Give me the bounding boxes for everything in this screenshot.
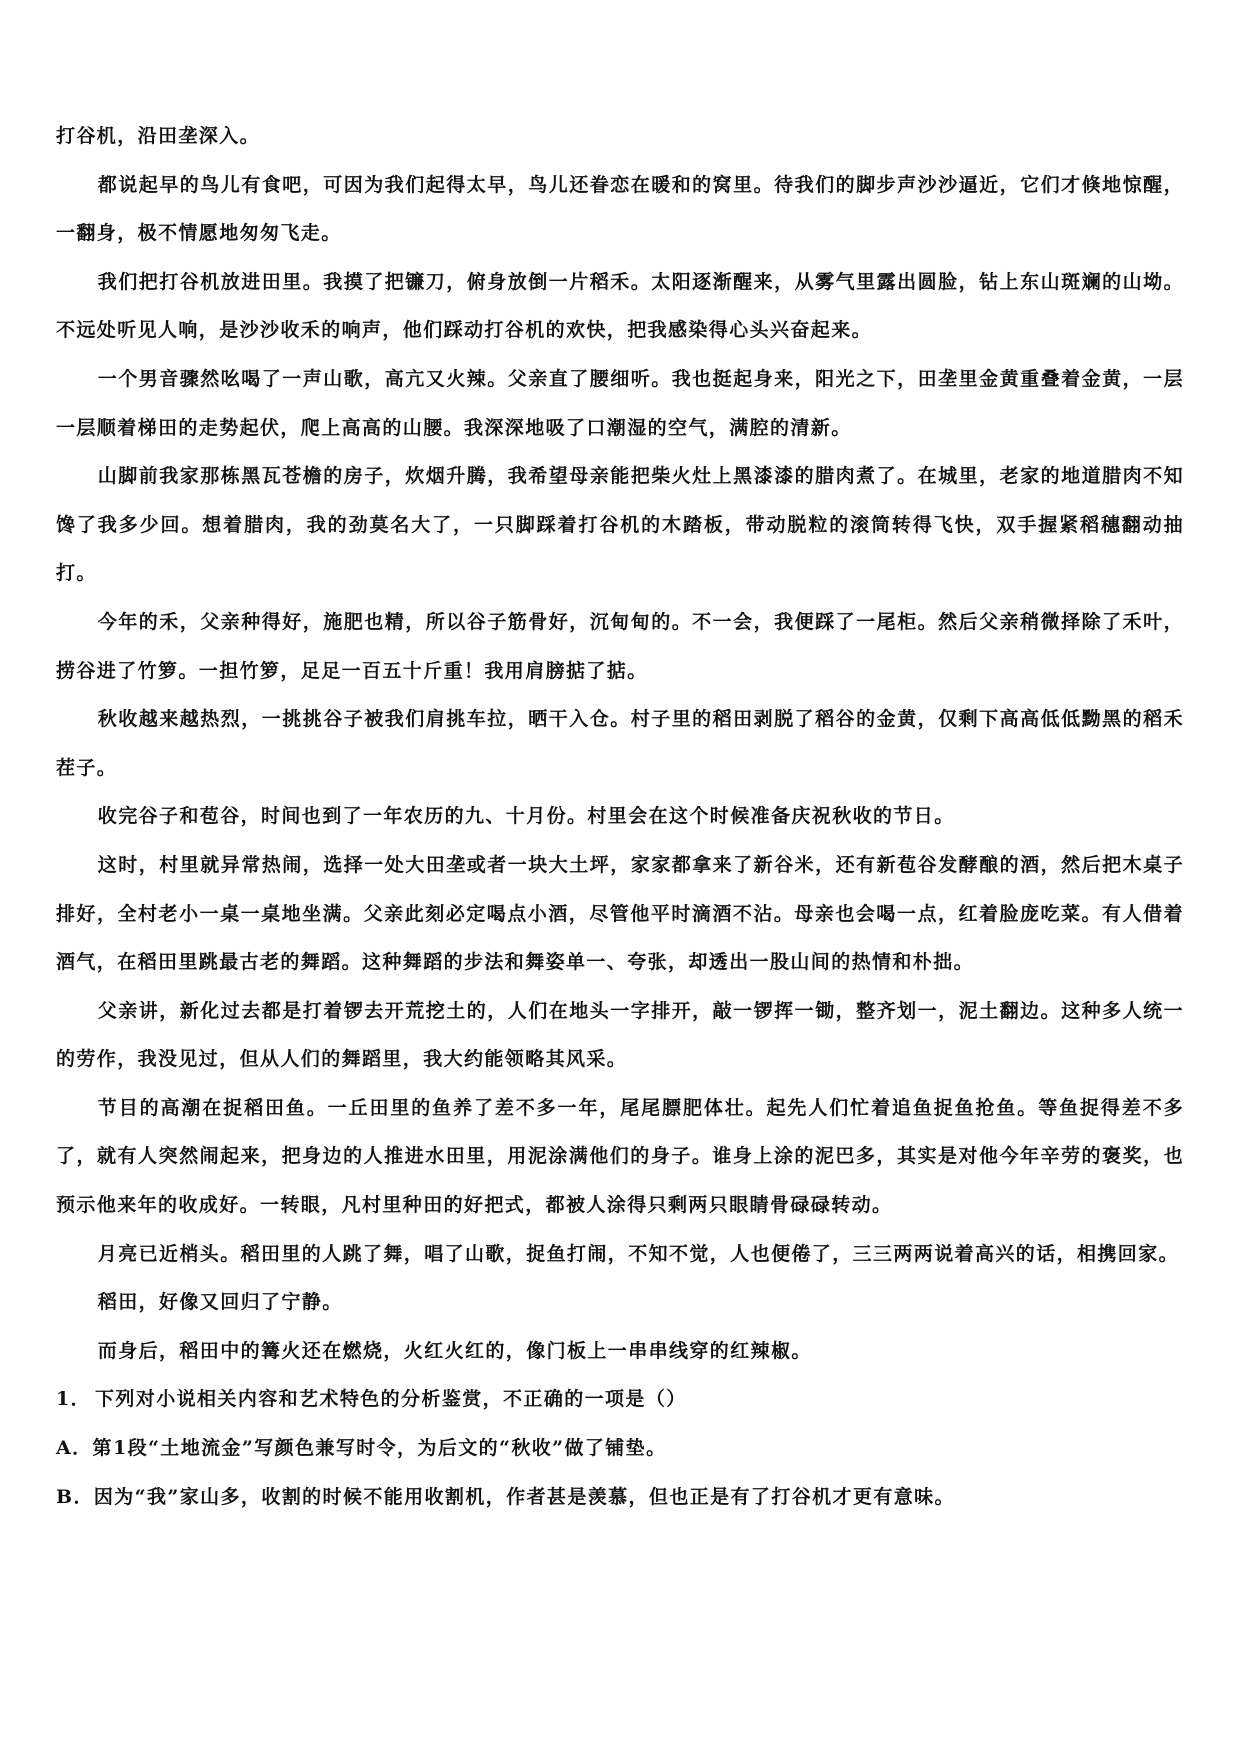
question-stem-text: 下列对小说相关内容和艺术特色的分析鉴赏，不正确的一项是（） xyxy=(95,1388,687,1411)
passage-paragraph: 都说起早的鸟儿有食吧，可因为我们起得太早，鸟儿还眷恋在暖和的窝里。待我们的脚步声沙沙逼近，它们才倏地惊醒，一翻身，极不情愿地匆匆飞走。 xyxy=(56,173,1184,245)
question-number: 1． xyxy=(56,1388,92,1411)
passage-paragraph: 今年的禾，父亲种得好，施肥也精，所以谷子筋骨好，沉甸甸的。不一会，我便踩了一尾柜。然后父亲稍微择除了禾叶，捞谷进了竹箩。一担竹箩，足足一百五十斤重！我用肩膀掂了掂。 xyxy=(56,610,1184,682)
passage-paragraph: 稻田，好像又回归了宁静。 xyxy=(97,1291,343,1314)
passage-paragraph: 这时，村里就异常热闹，选择一处大田垄或者一块大土坪，家家都拿来了新谷米，还有新苞谷发酵酿的酒，然后把木桌子排好，全村老小一桌一桌地坐满。父亲此刻必定喝点小酒，尽管他平时滴酒不沾。母亲也会喝一点，红着脸庞吃菜。有人借着酒气，在稻田里跳最古老的舞蹈。这种舞蹈的步法和舞姿单一、夸张，却透出一股山间的热情和朴拙。 xyxy=(56,853,1184,974)
passage-paragraph: 而身后，稻田中的篝火还在燃烧，火红火红的，像门板上一串串线穿的红辣椒。 xyxy=(97,1339,812,1362)
passage-paragraph: 父亲讲，新化过去都是打着锣去开荒挖土的，人们在地头一字排开，敲一锣挥一锄，整齐划一，泥土翻边。这种多人统一的劳作，我没见过，但从人们的舞蹈里，我大约能领略其风采。 xyxy=(56,999,1184,1071)
passage-paragraph: 山脚前我家那栋黑瓦苍檐的房子，炊烟升腾，我希望母亲能把柴火灶上黑漆漆的腊肉煮了。在城里，老家的地道腊肉不知馋了我多少回。想着腊肉，我的劲莫名大了，一只脚踩着打谷机的木踏板，带动脱粒的滚筒转得飞快，双手握紧稻穗翻动抽打。 xyxy=(56,465,1184,585)
passage-paragraph: 我们把打谷机放进田里。我摸了把镰刀，俯身放倒一片稻禾。太阳逐渐醒来，从雾气里露出圆脸，钻上东山斑斓的山坳。不远处听见人响，是沙沙收禾的响声，他们踩动打谷机的欢快，把我感染得心头兴奋起来。 xyxy=(56,270,1184,342)
question-block xyxy=(56,1375,1184,1521)
document-page xyxy=(56,112,1184,1521)
option-label: B． xyxy=(56,1485,94,1508)
option-a xyxy=(56,1424,1184,1473)
option-label: A． xyxy=(56,1437,93,1460)
passage-paragraph: 秋收越来越热烈，一挑挑谷子被我们肩挑车拉，晒干入仓。村子里的稻田剥脱了稻谷的金黄，仅剩下高高低低黝黑的稻禾茬子。 xyxy=(56,708,1184,779)
question-stem xyxy=(56,1375,1184,1424)
option-b xyxy=(56,1473,1184,1522)
passage-paragraph: 一个男音骤然吆喝了一声山歌，高亢又火辣。父亲直了腰细听。我也挺起身来，阳光之下，田垄里金黄重叠着金黄，一层一层顺着梯田的走势起伏，爬上高高的山腰。我深深地吸了口潮湿的空气，满腔的清新。 xyxy=(56,367,1184,439)
reading-passage xyxy=(56,112,1184,1375)
passage-paragraph: 打谷机，沿田垄深入。 xyxy=(56,125,261,147)
passage-paragraph: 月亮已近梢头。稻田里的人跳了舞，唱了山歌，捉鱼打闹，不知不觉，人也便倦了，三三两两说着高兴的话，相携回家。 xyxy=(97,1242,1179,1265)
option-text: 因为“我”家山多，收割的时候不能用收割机，作者甚是羡慕，但也正是有了打谷机才更有意味。 xyxy=(93,1485,955,1508)
passage-paragraph: 收完谷子和苞谷，时间也到了一年农历的九、十月份。村里会在这个时候准备庆祝秋收的节日。 xyxy=(97,805,955,828)
passage-paragraph: 节目的高潮在捉稻田鱼。一丘田里的鱼养了差不多一年，尾尾膘肥体壮。起先人们忙着追鱼捉鱼抢鱼。等鱼捉得差不多了，就有人突然闹起来，把身边的人推进水田里，用泥涂满他们的身子。谁身上涂的泥巴多，其实是对他今年辛劳的褒奖，也预示他来年的收成好。一转眼，凡村里种田的好把式，都被人涂得只剩两只眼睛骨碌碌转动。 xyxy=(56,1096,1184,1217)
option-text: 第1段“土地流金”写颜色兼写时令，为后文的“秋收”做了铺垫。 xyxy=(92,1437,667,1460)
